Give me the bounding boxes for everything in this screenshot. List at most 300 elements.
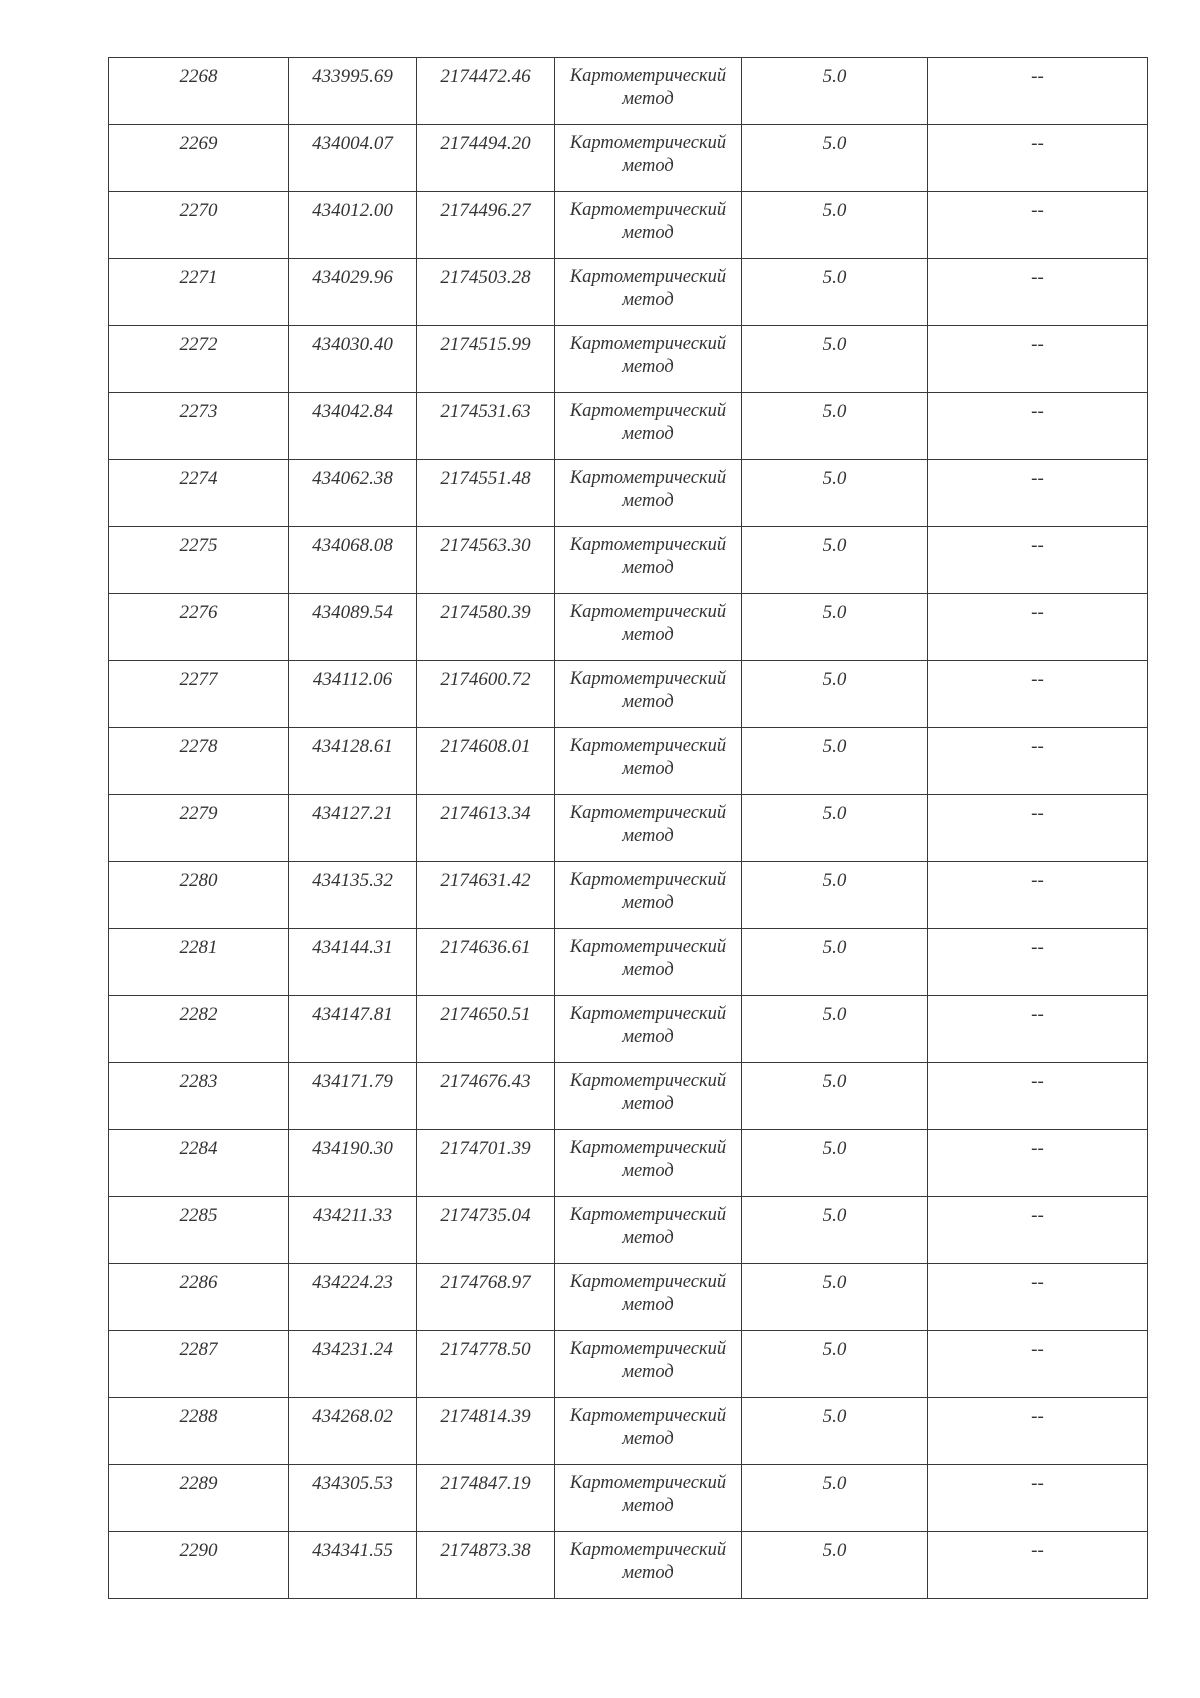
method-text	[555, 1130, 741, 1183]
accuracy-cell-text: 5.0	[822, 736, 847, 757]
accuracy-cell	[742, 1532, 928, 1599]
method-cell	[555, 460, 742, 527]
accuracy-cell-text: 5.0	[822, 535, 847, 556]
method-line-2: метод	[622, 89, 674, 109]
note-cell-text: --	[1031, 1272, 1044, 1293]
point-number-cell	[109, 1331, 289, 1398]
accuracy-cell-text: 5.0	[822, 1004, 847, 1025]
x-coordinate-cell-text: 434268.02	[312, 1406, 393, 1427]
accuracy-cell	[742, 393, 928, 460]
y-coordinate-cell	[417, 1331, 555, 1398]
accuracy-cell	[742, 996, 928, 1063]
note-cell-text: --	[1031, 334, 1044, 355]
note-cell-text: --	[1031, 267, 1044, 288]
method-text	[555, 1197, 741, 1250]
y-coordinate-cell-text: 2174650.51	[440, 1004, 531, 1025]
point-number-cell-text: 2281	[179, 937, 218, 958]
method-text	[555, 728, 741, 781]
accuracy-cell-text: 5.0	[822, 937, 847, 958]
method-line-1: Картометрический	[569, 1473, 727, 1493]
point-number-cell-text: 2290	[179, 1540, 218, 1561]
x-coordinate-cell-text: 434147.81	[312, 1004, 393, 1025]
method-text	[555, 1465, 741, 1518]
table-row	[109, 1063, 1148, 1130]
y-coordinate-cell-text: 2174600.72	[440, 669, 531, 690]
method-text	[555, 527, 741, 580]
x-coordinate-cell	[289, 1063, 417, 1130]
accuracy-cell	[742, 862, 928, 929]
point-number-cell-text: 2280	[179, 870, 218, 891]
method-line-2: метод	[622, 625, 674, 645]
point-number-cell	[109, 326, 289, 393]
table-row	[109, 259, 1148, 326]
note-cell	[928, 1197, 1148, 1264]
y-coordinate-cell-text: 2174778.50	[440, 1339, 531, 1360]
note-cell	[928, 594, 1148, 661]
accuracy-cell-text: 5.0	[822, 803, 847, 824]
x-coordinate-cell-text: 434042.84	[312, 401, 393, 422]
y-coordinate-cell-text: 2174613.34	[440, 803, 531, 824]
y-coordinate-cell-text: 2174515.99	[440, 334, 531, 355]
y-coordinate-cell	[417, 1264, 555, 1331]
note-cell	[928, 996, 1148, 1063]
method-text	[555, 594, 741, 647]
method-line-1: Картометрический	[569, 468, 727, 488]
note-cell	[928, 527, 1148, 594]
x-coordinate-cell	[289, 1197, 417, 1264]
method-cell	[555, 795, 742, 862]
accuracy-cell-text: 5.0	[822, 1406, 847, 1427]
method-line-1: Картометрический	[569, 669, 727, 689]
y-coordinate-cell	[417, 929, 555, 996]
accuracy-cell-text: 5.0	[822, 401, 847, 422]
table-row	[109, 192, 1148, 259]
note-cell	[928, 1130, 1148, 1197]
point-number-cell	[109, 527, 289, 594]
note-cell-text: --	[1031, 1004, 1044, 1025]
method-line-1: Картометрический	[569, 535, 727, 555]
x-coordinate-cell	[289, 661, 417, 728]
x-coordinate-cell-text: 434305.53	[312, 1473, 393, 1494]
accuracy-cell-text: 5.0	[822, 1205, 847, 1226]
accuracy-cell-text: 5.0	[822, 66, 847, 87]
accuracy-cell	[742, 259, 928, 326]
method-line-1: Картометрический	[569, 736, 727, 756]
y-coordinate-cell-text: 2174494.20	[440, 133, 531, 154]
method-line-2: метод	[622, 826, 674, 846]
method-cell	[555, 728, 742, 795]
method-text	[555, 1331, 741, 1384]
method-line-2: метод	[622, 1563, 674, 1583]
x-coordinate-cell-text: 434231.24	[312, 1339, 393, 1360]
method-line-1: Картометрический	[569, 602, 727, 622]
method-line-2: метод	[622, 1429, 674, 1449]
x-coordinate-cell	[289, 460, 417, 527]
x-coordinate-cell-text: 434135.32	[312, 870, 393, 891]
coordinates-table	[108, 57, 1148, 1599]
accuracy-cell	[742, 326, 928, 393]
point-number-cell	[109, 1532, 289, 1599]
accuracy-cell-text: 5.0	[822, 133, 847, 154]
note-cell-text: --	[1031, 602, 1044, 623]
note-cell	[928, 259, 1148, 326]
method-cell	[555, 192, 742, 259]
y-coordinate-cell-text: 2174847.19	[440, 1473, 531, 1494]
note-cell-text: --	[1031, 1540, 1044, 1561]
method-line-1: Картометрический	[569, 1540, 727, 1560]
table-row	[109, 728, 1148, 795]
point-number-cell-text: 2282	[179, 1004, 218, 1025]
point-number-cell	[109, 795, 289, 862]
method-line-2: метод	[622, 692, 674, 712]
method-cell	[555, 1532, 742, 1599]
method-text	[555, 125, 741, 178]
note-cell-text: --	[1031, 468, 1044, 489]
note-cell	[928, 460, 1148, 527]
x-coordinate-cell-text: 433995.69	[312, 66, 393, 87]
table-row	[109, 996, 1148, 1063]
accuracy-cell-text: 5.0	[822, 1138, 847, 1159]
accuracy-cell	[742, 527, 928, 594]
x-coordinate-cell-text: 434068.08	[312, 535, 393, 556]
method-cell	[555, 125, 742, 192]
table-row	[109, 393, 1148, 460]
note-cell	[928, 728, 1148, 795]
point-number-cell-text: 2274	[179, 468, 218, 489]
y-coordinate-cell	[417, 192, 555, 259]
method-cell	[555, 326, 742, 393]
x-coordinate-cell	[289, 58, 417, 125]
x-coordinate-cell-text: 434211.33	[312, 1205, 393, 1226]
x-coordinate-cell-text: 434012.00	[312, 200, 393, 221]
note-cell-text: --	[1031, 669, 1044, 690]
note-cell-text: --	[1031, 1473, 1044, 1494]
method-line-2: метод	[622, 424, 674, 444]
note-cell-text: --	[1031, 1339, 1044, 1360]
table-row	[109, 1264, 1148, 1331]
point-number-cell-text: 2270	[179, 200, 218, 221]
x-coordinate-cell-text: 434341.55	[312, 1540, 393, 1561]
method-text	[555, 460, 741, 513]
point-number-cell-text: 2277	[179, 669, 218, 690]
method-line-1: Картометрический	[569, 267, 727, 287]
y-coordinate-cell	[417, 1398, 555, 1465]
note-cell	[928, 1331, 1148, 1398]
method-cell	[555, 1197, 742, 1264]
method-line-2: метод	[622, 1094, 674, 1114]
point-number-cell-text: 2278	[179, 736, 218, 757]
note-cell	[928, 1465, 1148, 1532]
x-coordinate-cell-text: 434128.61	[312, 736, 393, 757]
method-line-2: метод	[622, 558, 674, 578]
method-cell	[555, 259, 742, 326]
accuracy-cell-text: 5.0	[822, 669, 847, 690]
method-line-2: метод	[622, 1362, 674, 1382]
point-number-cell-text: 2269	[179, 133, 218, 154]
x-coordinate-cell	[289, 1465, 417, 1532]
point-number-cell-text: 2286	[179, 1272, 218, 1293]
table-row	[109, 1130, 1148, 1197]
point-number-cell-text: 2285	[179, 1205, 218, 1226]
method-cell	[555, 393, 742, 460]
note-cell	[928, 326, 1148, 393]
table-row	[109, 1197, 1148, 1264]
note-cell-text: --	[1031, 803, 1044, 824]
method-line-2: метод	[622, 759, 674, 779]
x-coordinate-cell-text: 434089.54	[312, 602, 393, 623]
table-row	[109, 795, 1148, 862]
point-number-cell	[109, 1398, 289, 1465]
point-number-cell	[109, 594, 289, 661]
method-line-1: Картометрический	[569, 334, 727, 354]
y-coordinate-cell-text: 2174551.48	[440, 468, 531, 489]
method-line-1: Картометрический	[569, 1004, 727, 1024]
y-coordinate-cell	[417, 1197, 555, 1264]
point-number-cell	[109, 1264, 289, 1331]
accuracy-cell	[742, 1398, 928, 1465]
table-row	[109, 527, 1148, 594]
accuracy-cell-text: 5.0	[822, 1339, 847, 1360]
accuracy-cell	[742, 795, 928, 862]
x-coordinate-cell-text: 434171.79	[312, 1071, 393, 1092]
x-coordinate-cell-text: 434030.40	[312, 334, 393, 355]
note-cell-text: --	[1031, 736, 1044, 757]
point-number-cell-text: 2287	[179, 1339, 218, 1360]
accuracy-cell-text: 5.0	[822, 334, 847, 355]
x-coordinate-cell-text: 434029.96	[312, 267, 393, 288]
method-line-1: Картометрический	[569, 1406, 727, 1426]
x-coordinate-cell	[289, 192, 417, 259]
y-coordinate-cell-text: 2174496.27	[440, 200, 531, 221]
accuracy-cell-text: 5.0	[822, 1540, 847, 1561]
method-line-1: Картометрический	[569, 1205, 727, 1225]
method-cell	[555, 1465, 742, 1532]
accuracy-cell	[742, 1331, 928, 1398]
y-coordinate-cell	[417, 326, 555, 393]
point-number-cell	[109, 1197, 289, 1264]
method-line-1: Картометрический	[569, 1071, 727, 1091]
x-coordinate-cell	[289, 996, 417, 1063]
accuracy-cell	[742, 1063, 928, 1130]
point-number-cell-text: 2283	[179, 1071, 218, 1092]
note-cell	[928, 1532, 1148, 1599]
y-coordinate-cell	[417, 527, 555, 594]
x-coordinate-cell	[289, 259, 417, 326]
note-cell	[928, 58, 1148, 125]
x-coordinate-cell-text: 434144.31	[312, 937, 393, 958]
y-coordinate-cell-text: 2174735.04	[440, 1205, 531, 1226]
method-cell	[555, 527, 742, 594]
note-cell	[928, 862, 1148, 929]
accuracy-cell-text: 5.0	[822, 870, 847, 891]
y-coordinate-cell	[417, 795, 555, 862]
note-cell-text: --	[1031, 66, 1044, 87]
method-line-1: Картометрический	[569, 401, 727, 421]
accuracy-cell	[742, 460, 928, 527]
x-coordinate-cell	[289, 527, 417, 594]
accuracy-cell-text: 5.0	[822, 200, 847, 221]
point-number-cell-text: 2271	[179, 267, 218, 288]
y-coordinate-cell	[417, 125, 555, 192]
x-coordinate-cell	[289, 1264, 417, 1331]
y-coordinate-cell-text: 2174676.43	[440, 1071, 531, 1092]
x-coordinate-cell	[289, 326, 417, 393]
method-text	[555, 1398, 741, 1451]
y-coordinate-cell	[417, 728, 555, 795]
accuracy-cell-text: 5.0	[822, 602, 847, 623]
method-line-2: метод	[622, 1027, 674, 1047]
note-cell	[928, 661, 1148, 728]
method-text	[555, 1063, 741, 1116]
method-cell	[555, 1130, 742, 1197]
note-cell-text: --	[1031, 535, 1044, 556]
note-cell-text: --	[1031, 870, 1044, 891]
accuracy-cell-text: 5.0	[822, 267, 847, 288]
method-line-2: метод	[622, 156, 674, 176]
method-line-1: Картометрический	[569, 200, 727, 220]
method-line-1: Картометрический	[569, 803, 727, 823]
method-cell	[555, 996, 742, 1063]
point-number-cell	[109, 259, 289, 326]
y-coordinate-cell-text: 2174580.39	[440, 602, 531, 623]
note-cell-text: --	[1031, 1406, 1044, 1427]
accuracy-cell	[742, 1197, 928, 1264]
accuracy-cell	[742, 125, 928, 192]
method-line-1: Картометрический	[569, 66, 727, 86]
y-coordinate-cell	[417, 393, 555, 460]
method-text	[555, 862, 741, 915]
point-number-cell	[109, 125, 289, 192]
point-number-cell-text: 2272	[179, 334, 218, 355]
point-number-cell	[109, 728, 289, 795]
method-cell	[555, 58, 742, 125]
x-coordinate-cell	[289, 728, 417, 795]
method-text	[555, 192, 741, 245]
y-coordinate-cell-text: 2174636.61	[440, 937, 531, 958]
table-row	[109, 1465, 1148, 1532]
method-text	[555, 1532, 741, 1585]
accuracy-cell	[742, 1465, 928, 1532]
x-coordinate-cell	[289, 1398, 417, 1465]
point-number-cell	[109, 862, 289, 929]
accuracy-cell-text: 5.0	[822, 1272, 847, 1293]
x-coordinate-cell	[289, 1331, 417, 1398]
method-line-1: Картометрический	[569, 937, 727, 957]
point-number-cell	[109, 58, 289, 125]
method-cell	[555, 661, 742, 728]
point-number-cell-text: 2288	[179, 1406, 218, 1427]
method-line-2: метод	[622, 1228, 674, 1248]
x-coordinate-cell	[289, 862, 417, 929]
y-coordinate-cell-text: 2174768.97	[440, 1272, 531, 1293]
y-coordinate-cell-text: 2174608.01	[440, 736, 531, 757]
y-coordinate-cell-text: 2174701.39	[440, 1138, 531, 1159]
y-coordinate-cell-text: 2174563.30	[440, 535, 531, 556]
x-coordinate-cell-text: 434062.38	[312, 468, 393, 489]
method-line-2: метод	[622, 1161, 674, 1181]
coordinates-table-body	[109, 58, 1148, 1599]
table-row	[109, 929, 1148, 996]
note-cell-text: --	[1031, 1071, 1044, 1092]
x-coordinate-cell-text: 434127.21	[312, 803, 393, 824]
y-coordinate-cell-text: 2174531.63	[440, 401, 531, 422]
note-cell-text: --	[1031, 1138, 1044, 1159]
y-coordinate-cell-text: 2174503.28	[440, 267, 531, 288]
table-row	[109, 58, 1148, 125]
method-line-2: метод	[622, 1496, 674, 1516]
table-row	[109, 1532, 1148, 1599]
x-coordinate-cell-text: 434190.30	[312, 1138, 393, 1159]
point-number-cell	[109, 661, 289, 728]
method-cell	[555, 1398, 742, 1465]
note-cell	[928, 393, 1148, 460]
note-cell-text: --	[1031, 133, 1044, 154]
method-text	[555, 996, 741, 1049]
table-row	[109, 862, 1148, 929]
x-coordinate-cell-text: 434112.06	[312, 669, 393, 690]
x-coordinate-cell	[289, 1532, 417, 1599]
point-number-cell-text: 2289	[179, 1473, 218, 1494]
point-number-cell-text: 2275	[179, 535, 218, 556]
point-number-cell	[109, 929, 289, 996]
point-number-cell	[109, 1130, 289, 1197]
accuracy-cell-text: 5.0	[822, 468, 847, 489]
note-cell	[928, 795, 1148, 862]
accuracy-cell-text: 5.0	[822, 1473, 847, 1494]
accuracy-cell-text: 5.0	[822, 1071, 847, 1092]
note-cell-text: --	[1031, 200, 1044, 221]
y-coordinate-cell	[417, 1130, 555, 1197]
point-number-cell-text: 2276	[179, 602, 218, 623]
x-coordinate-cell	[289, 1130, 417, 1197]
method-cell	[555, 594, 742, 661]
method-text	[555, 393, 741, 446]
method-cell	[555, 862, 742, 929]
method-line-2: метод	[622, 893, 674, 913]
method-cell	[555, 1331, 742, 1398]
point-number-cell	[109, 1063, 289, 1130]
point-number-cell	[109, 996, 289, 1063]
table-row	[109, 1331, 1148, 1398]
point-number-cell-text: 2279	[179, 803, 218, 824]
method-line-2: метод	[622, 290, 674, 310]
y-coordinate-cell	[417, 661, 555, 728]
y-coordinate-cell-text: 2174873.38	[440, 1540, 531, 1561]
method-cell	[555, 929, 742, 996]
y-coordinate-cell	[417, 58, 555, 125]
method-line-2: метод	[622, 960, 674, 980]
method-line-1: Картометрический	[569, 1138, 727, 1158]
accuracy-cell	[742, 192, 928, 259]
note-cell	[928, 1264, 1148, 1331]
method-cell	[555, 1063, 742, 1130]
method-text	[555, 259, 741, 312]
y-coordinate-cell	[417, 1063, 555, 1130]
x-coordinate-cell	[289, 929, 417, 996]
method-text	[555, 795, 741, 848]
note-cell-text: --	[1031, 1205, 1044, 1226]
y-coordinate-cell	[417, 259, 555, 326]
method-line-2: метод	[622, 357, 674, 377]
note-cell	[928, 929, 1148, 996]
y-coordinate-cell	[417, 862, 555, 929]
note-cell	[928, 1398, 1148, 1465]
table-row	[109, 661, 1148, 728]
accuracy-cell	[742, 929, 928, 996]
x-coordinate-cell	[289, 125, 417, 192]
note-cell-text: --	[1031, 937, 1044, 958]
y-coordinate-cell	[417, 996, 555, 1063]
